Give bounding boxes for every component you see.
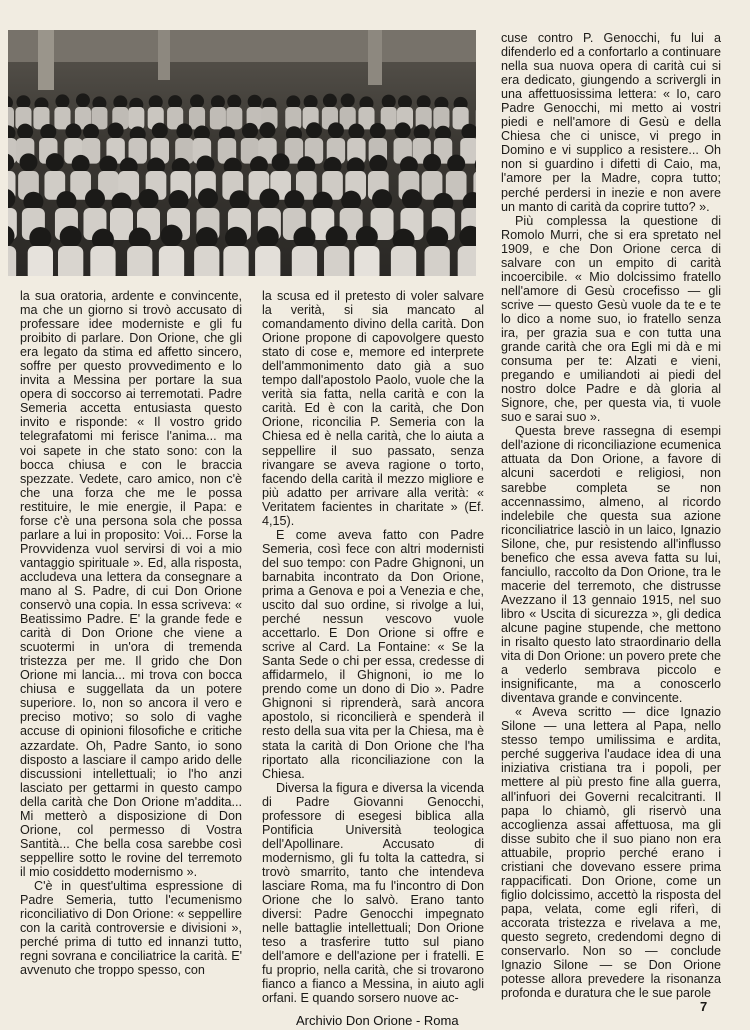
paragraph: C'è in quest'ultima espressione di Padre Semeria, tutto l'ecumenismo riconciliativo di Don Orione: « seppellire con la carità controversie e divisioni », perché prima di tutto ed innanzi tutto, regni sovrana e conciliatrice la carità. E' avvenuto che troppo spesso, con xyxy=(20,878,242,978)
paragraph: Diversa la figura e diversa la vicenda di Padre Giovanni Genocchi, professore di esegesi biblica alla Pontificia Università teologica dell'Apollinare. Accusato di modernismo, gli fu tolta la cattedra, si trovò smarrito, tanto che intendeva lasciare Roma, ma fu l'incontro di Don Orione che lo salvò. Erano tanto diversi: Padre Genocchi impegnato nelle battaglie intellettuali; Don Orione teso a trasferire tutto sul piano dell'amore e dell'azione per i fratelli. E fu proprio, nella carità, che si trovarono fianco a fianco a Messina, in aiuto agli orfani. E quando sorsero nuove ac- xyxy=(262,780,484,1006)
archive-footer: Archivio Don Orione - Roma xyxy=(296,1013,459,1028)
paragraph: cuse contro P. Genocchi, fu lui a difenderlo ed a confortarlo a continuare nella sua nuova opera di carità cui si era dedicato, giungendo a scrivergli in una affettuosissima lettera: « Io, caro Padre Genocchi, mi metto ai vostri piedi e nell'amore di Gesù e della Chiesa che ci unisce, vi prego in Domino e vi supplico a resistere... Oh non si guardino i difetti di Caio, ma, l'amore per la Madre, copra tutto; perché perdersi in inezie e non avere un manto di carità da coprire tutto? ». xyxy=(501,31,721,214)
paragraph: la sua oratoria, ardente e convincente, ma che un giorno si trovò accusato di professare idee moderniste e gli fu proibito di parlare. Don Orione, che gli era legato da stima ed affetto sincero, soffre per questo provvedimento e lo invita a Messina per portare la sua opera di soccorso ai terremotati. Padre Semeria accetta entusiasta questo invito e risponde: « Il vostro grido telegrafatomi mi ferisce l'anima... ma voi sapete in che stato sono: con la bocca chiusa e con le braccia spezzate. Vedete, caro amico, non c'è che una forza che me le possa restituire, le mie energie, il Papa: e forse c'è una persona sola che possa parlare a lui in proposito: Voi... Forse la Provvidenza vuol servirsi di voi a mio vantaggio spirituale ». Ed, alla risposta, accludeva una lettera da consegnare a mano al S. Padre, di cui Don Orione conservò una copia. In essa scriveva: « Beatissimo Padre. E' la grande fede e carità di Don Orione che viene a scuotermi in un'ora di tremenda tristezza per me. Il grido che Don Orione mi lancia... mi trova con bocca chiusa e suggellata da un potere superiore. Io, non so ancora il vero e preciso motivo; so solo di vaghe accuse di opinioni filosofiche e critiche azzardate. Oh, Padre Santo, io sono disposto a lasciare il campo arido delle discussioni intellettuali; io l'ho anzi lasciato per gettarmi in questo campo della carità che Don Orione m'addita... Mi metterò a disposizione di Don Orione, col permesso di Vostra Santità... Che bella cosa sarebbe così seppellire sotto le rovine del terremoto il mio cosiddetto modernismo ». xyxy=(20,289,242,879)
paragraph: Più complessa la questione di Romolo Murri, che si era spretato nel 1909, e che Don Orione cerca di salvare con un empito di carità incoercibile. « Mio dolcissimo fratello nell'amore di Gesù crocefisso — gli scrive — questo Gesù vuole da te e te lo dico a nome suo, io fratello senza ira, per grazia sua e con tutta una grande carità che ora Egli mi dà e mi consuma per te: Alzati e vieni, pregando e umiliandoti ai piedi del nostro dolce Padre e dà gloria al Signore, che, per questa via, ti vuole suo e sarai suo ». xyxy=(501,213,721,425)
paragraph: Questa breve rassegna di esempi dell'azione di riconciliazione ecumenica attuata da Don Orione, a favore di alcuni sacerdoti e religiosi, non sarebbe completa se non accennassimo, almeno, al ricordo indelebile che questa sua azione riconciliatrice lasciò in un laico, Ignazio Silone, che, pur resistendo all'influsso benefico che essa aveva fatta su lui, fanciullo, raccolto da Don Orione, tra le macerie del terremoto, che distrusse Avezzano il 13 gennaio 1915, nel suo libro « Uscita di sicurezza », gli dedica alcune pagine stupende, che mettono in risalto questo lato straordinario della vita di Don Orione: un povero prete che a vederlo sembrava piccolo e insignificante, ma a conoscerlo diventava grande e convincente. xyxy=(501,424,721,706)
photo-icon xyxy=(8,30,476,276)
paragraph: « Aveva scritto — dice Ignazio Silone — una lettera al Papa, nello stesso tempo umilissima e ardita, perché suggeriva l'audace idea di una iniziativa cristiana tra i popoli, per mettere al più presto fine alla guerra, all'infuori dei Governi recalcitranti. Il papa lo chiamò, gli riservò una accoglienza assai affettuosa, ma gli disse subito che il suo piano non era attuabile, proprio perché erano i cristiani che dovevano essere prima rappacificati. Don Orione, come un figlio dolcissimo, accettò la risposta del papa, velata, come egli riferì, di accorata tristezza e rivelava a me, questo segreto, credendomi degno di conservarlo. Non so — conclude Ignazio Silone — se Don Orione potesse allora prevedere la risonanza profonda e duratura che le sue parole xyxy=(501,705,721,1001)
paragraph: E come aveva fatto con Padre Semeria, così fece con altri modernisti del suo tempo: con Padre Ghignoni, un barnabita incontrato da Don Orione, prima a Genova e poi a Venezia e che, uscito dal suo ordine, si rivolge a lui, perché nessun vescovo vuole accettarlo. E Don Orione si offre e scrive al Card. La Fontaine: « Se la Santa Sede o chi per essa, credesse di affidarmelo, il Ghignoni, io me lo prendo come un dono di Dio ». Padre Ghignoni si riprenderà, sarà ancora apostolo, si riconcilierà e spenderà il resto della sua vita per la Chiesa, ma è stata la carità di Don Orione che l'ha riportato alla riconciliazione con la Chiesa. xyxy=(262,527,484,781)
page-number: 7 xyxy=(700,999,708,1014)
paragraph: la scusa ed il pretesto di voler salvare la verità, si sia mancato al comandamento divino della carità. Don Orione propone di capovolgere questo stato di cose e, memore ed interprete dell'ammonimento dato già a suo tempo dall'apostolo Paolo, vuole che la verità sia fatta, nella carità e con la carità. Ed è con la carità, che Don Orione, riconcilia P. Semeria con la Chiesa ed è nella carità, che lo aiuta a seppellire il suo passato, senza rivangare se aveva ragione o torto, facendo della carità il mezzo migliore e più adatto per arrivare alla verità: « Veritatem facientes in charitate » (Ef. 4,15). xyxy=(262,289,484,528)
text-column-right xyxy=(501,31,721,1000)
text-column-left xyxy=(20,289,242,977)
text-column-middle xyxy=(262,289,484,1005)
photo-of-seated-children xyxy=(8,30,476,276)
